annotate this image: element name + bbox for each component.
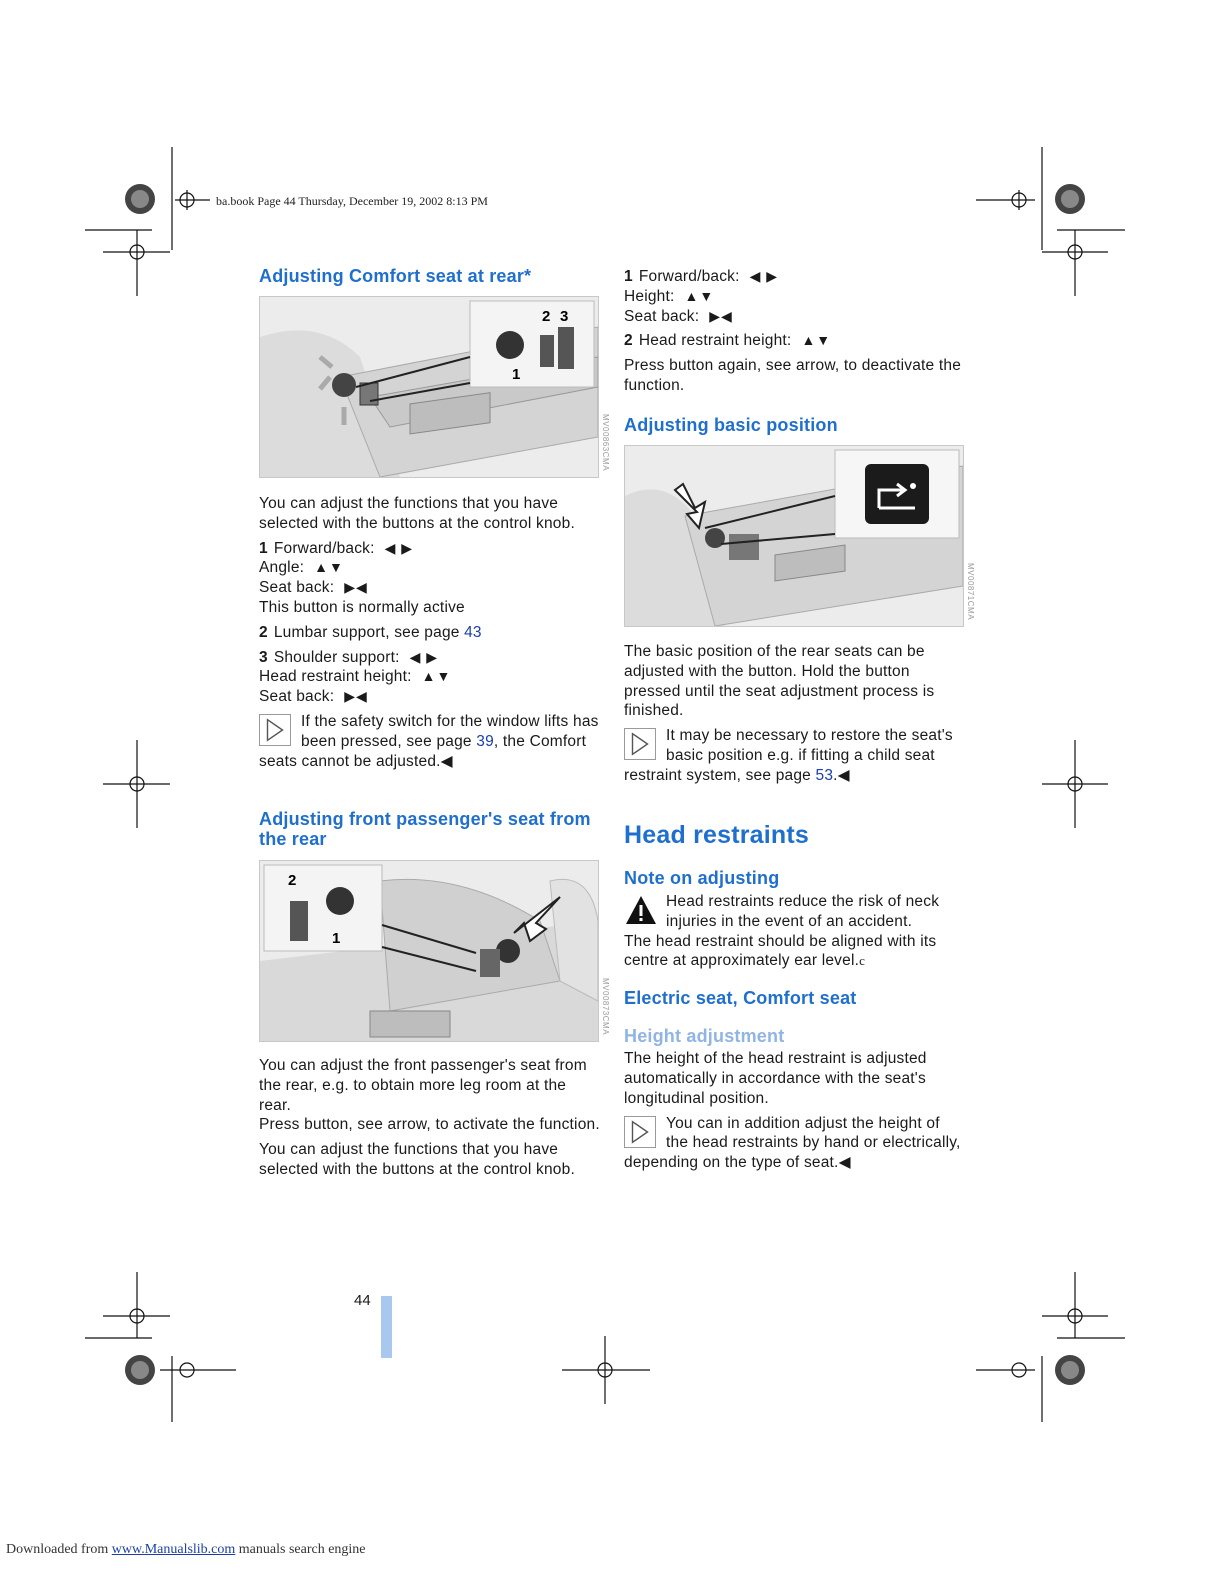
page-number: 44 xyxy=(354,1292,371,1309)
end-mark: ◀ xyxy=(838,1154,851,1172)
arrows-converge-icon: ▶◀ xyxy=(709,307,733,324)
figure-code: MV00873CMA xyxy=(601,978,610,1036)
heading-electric-seat: Electric seat, Comfort seat xyxy=(624,988,857,1009)
figure-comfort-seat xyxy=(259,296,599,478)
figure-basic-position xyxy=(624,445,964,627)
paragraph: You can adjust the functions that you have selected with the buttons at the control knob. xyxy=(259,495,575,532)
heading-basic-position: Adjusting basic position xyxy=(624,415,838,435)
fig-label-3: 3 xyxy=(560,308,569,325)
arrows-up-down-icon: ▲▼ xyxy=(684,287,715,304)
page-tab-bar xyxy=(381,1296,392,1358)
paragraph: The basic position of the rear seats can be adjusted with the button. Hold the button pressed until the seat adjustment process is finished. xyxy=(624,643,935,720)
footer: Downloaded from www.Manualslib.com manuals search engine xyxy=(6,1542,366,1557)
end-mark: ◀ xyxy=(440,752,453,770)
paragraph: You can adjust the functions that you have selected with the buttons at the control knob. xyxy=(259,1141,575,1178)
arrows-up-down-icon: ▲▼ xyxy=(801,332,832,349)
list-item: 2 Head restraint height: ▲▼ xyxy=(624,332,832,350)
registration-mark xyxy=(1055,1355,1085,1385)
heading-height-adjustment: Height adjustment xyxy=(624,1026,785,1047)
warning-icon xyxy=(624,894,658,926)
note-arrow-icon xyxy=(259,714,291,746)
arrows-converge-icon: ▶◀ xyxy=(344,688,368,705)
manualslib-link[interactable]: www.Manualslib.com xyxy=(111,1542,236,1557)
page-link[interactable]: 43 xyxy=(464,623,482,641)
paragraph: Press button again, see arrow, to deactivate the function. xyxy=(624,357,962,394)
registration-mark xyxy=(125,1355,155,1385)
end-mark: c xyxy=(859,953,866,969)
fig-label-1: 1 xyxy=(512,366,521,383)
heading-comfort-seat: Adjusting Comfort seat at rear* xyxy=(259,266,532,286)
figure-code: MV00871CMA xyxy=(966,563,975,621)
page-link[interactable]: 53 xyxy=(815,766,834,784)
heading-head-restraints: Head restraints xyxy=(624,821,810,849)
note-arrow-icon xyxy=(624,728,656,760)
note: If the safety switch for the window lifts has been pressed, see page 39, the Comfort seats cannot be adjusted.◀ xyxy=(259,712,599,770)
paragraph: The height of the head restraint is adjusted automatically in accordance with the seat's longitudinal position. xyxy=(624,1050,927,1107)
arrows-left-right-icon: ◀ ▶ xyxy=(409,648,439,665)
page-link[interactable]: 39 xyxy=(476,732,494,750)
comfort-seat-text xyxy=(259,494,601,771)
registration-mark xyxy=(125,184,155,214)
front-passenger-text xyxy=(259,1056,601,1185)
paragraph: Press button, see arrow, to activate the function. xyxy=(259,1116,600,1134)
note-arrow-icon xyxy=(624,1116,656,1148)
arrows-up-down-icon: ▲▼ xyxy=(314,559,344,576)
end-mark: .◀ xyxy=(833,766,850,784)
fig-label-2: 2 xyxy=(542,308,551,325)
arrows-left-right-icon: ◀ ▶ xyxy=(749,268,779,284)
fig-label-1: 1 xyxy=(332,930,341,947)
head-restraints-section xyxy=(624,820,966,1173)
arrows-converge-icon: ▶◀ xyxy=(344,579,368,596)
figure-code: MV00863CMA xyxy=(601,414,610,472)
fig-label-2: 2 xyxy=(288,872,297,889)
list-item: 3 Shoulder support: ◀ ▶ Head restraint height: ▲▼ Seat back: ▶◀ xyxy=(259,648,452,706)
basic-position-text xyxy=(624,642,966,786)
arrows-left-right-icon: ◀ ▶ xyxy=(384,539,414,556)
paragraph: You can adjust the front passenger's seat from the rear, e.g. to obtain more leg room at the rear. xyxy=(259,1057,587,1114)
heading-front-passenger: Adjusting front passenger's seat from the rear xyxy=(259,809,591,849)
registration-mark xyxy=(1055,184,1085,214)
left-column xyxy=(259,266,601,286)
heading-note-on-adjusting: Note on adjusting xyxy=(624,868,780,888)
arrows-up-down-icon: ▲▼ xyxy=(421,668,452,685)
basic-position-section xyxy=(624,415,966,435)
note: You can in addition adjust the height of the head restraints by hand or electrically, depending on the type of seat.◀ xyxy=(624,1114,961,1172)
note: It may be necessary to restore the seat's basic position e.g. if fitting a child seat restraint system, see page 53.◀ xyxy=(624,727,953,784)
front-passenger-section xyxy=(259,809,601,849)
right-list xyxy=(624,267,966,401)
list-item: 1 Forward/back: ◀ ▶ Height: ▲▼ Seat back: ▶◀ xyxy=(624,268,779,325)
print-header: ba.book Page 44 Thursday, December 19, 2002 8:13 PM xyxy=(216,194,488,208)
warning-note: Head restraints reduce the risk of neck injuries in the event of an accident. The head restraint should be aligned with its centre at approximately ear level.c xyxy=(624,893,940,970)
list-item: 2 Lumbar support, see page 43 xyxy=(259,623,482,641)
figure-front-passenger xyxy=(259,860,599,1042)
list-item: 1 Forward/back: ◀ ▶ Angle: ▲▼ Seat back: ▶◀ This button is normally active xyxy=(259,539,465,616)
